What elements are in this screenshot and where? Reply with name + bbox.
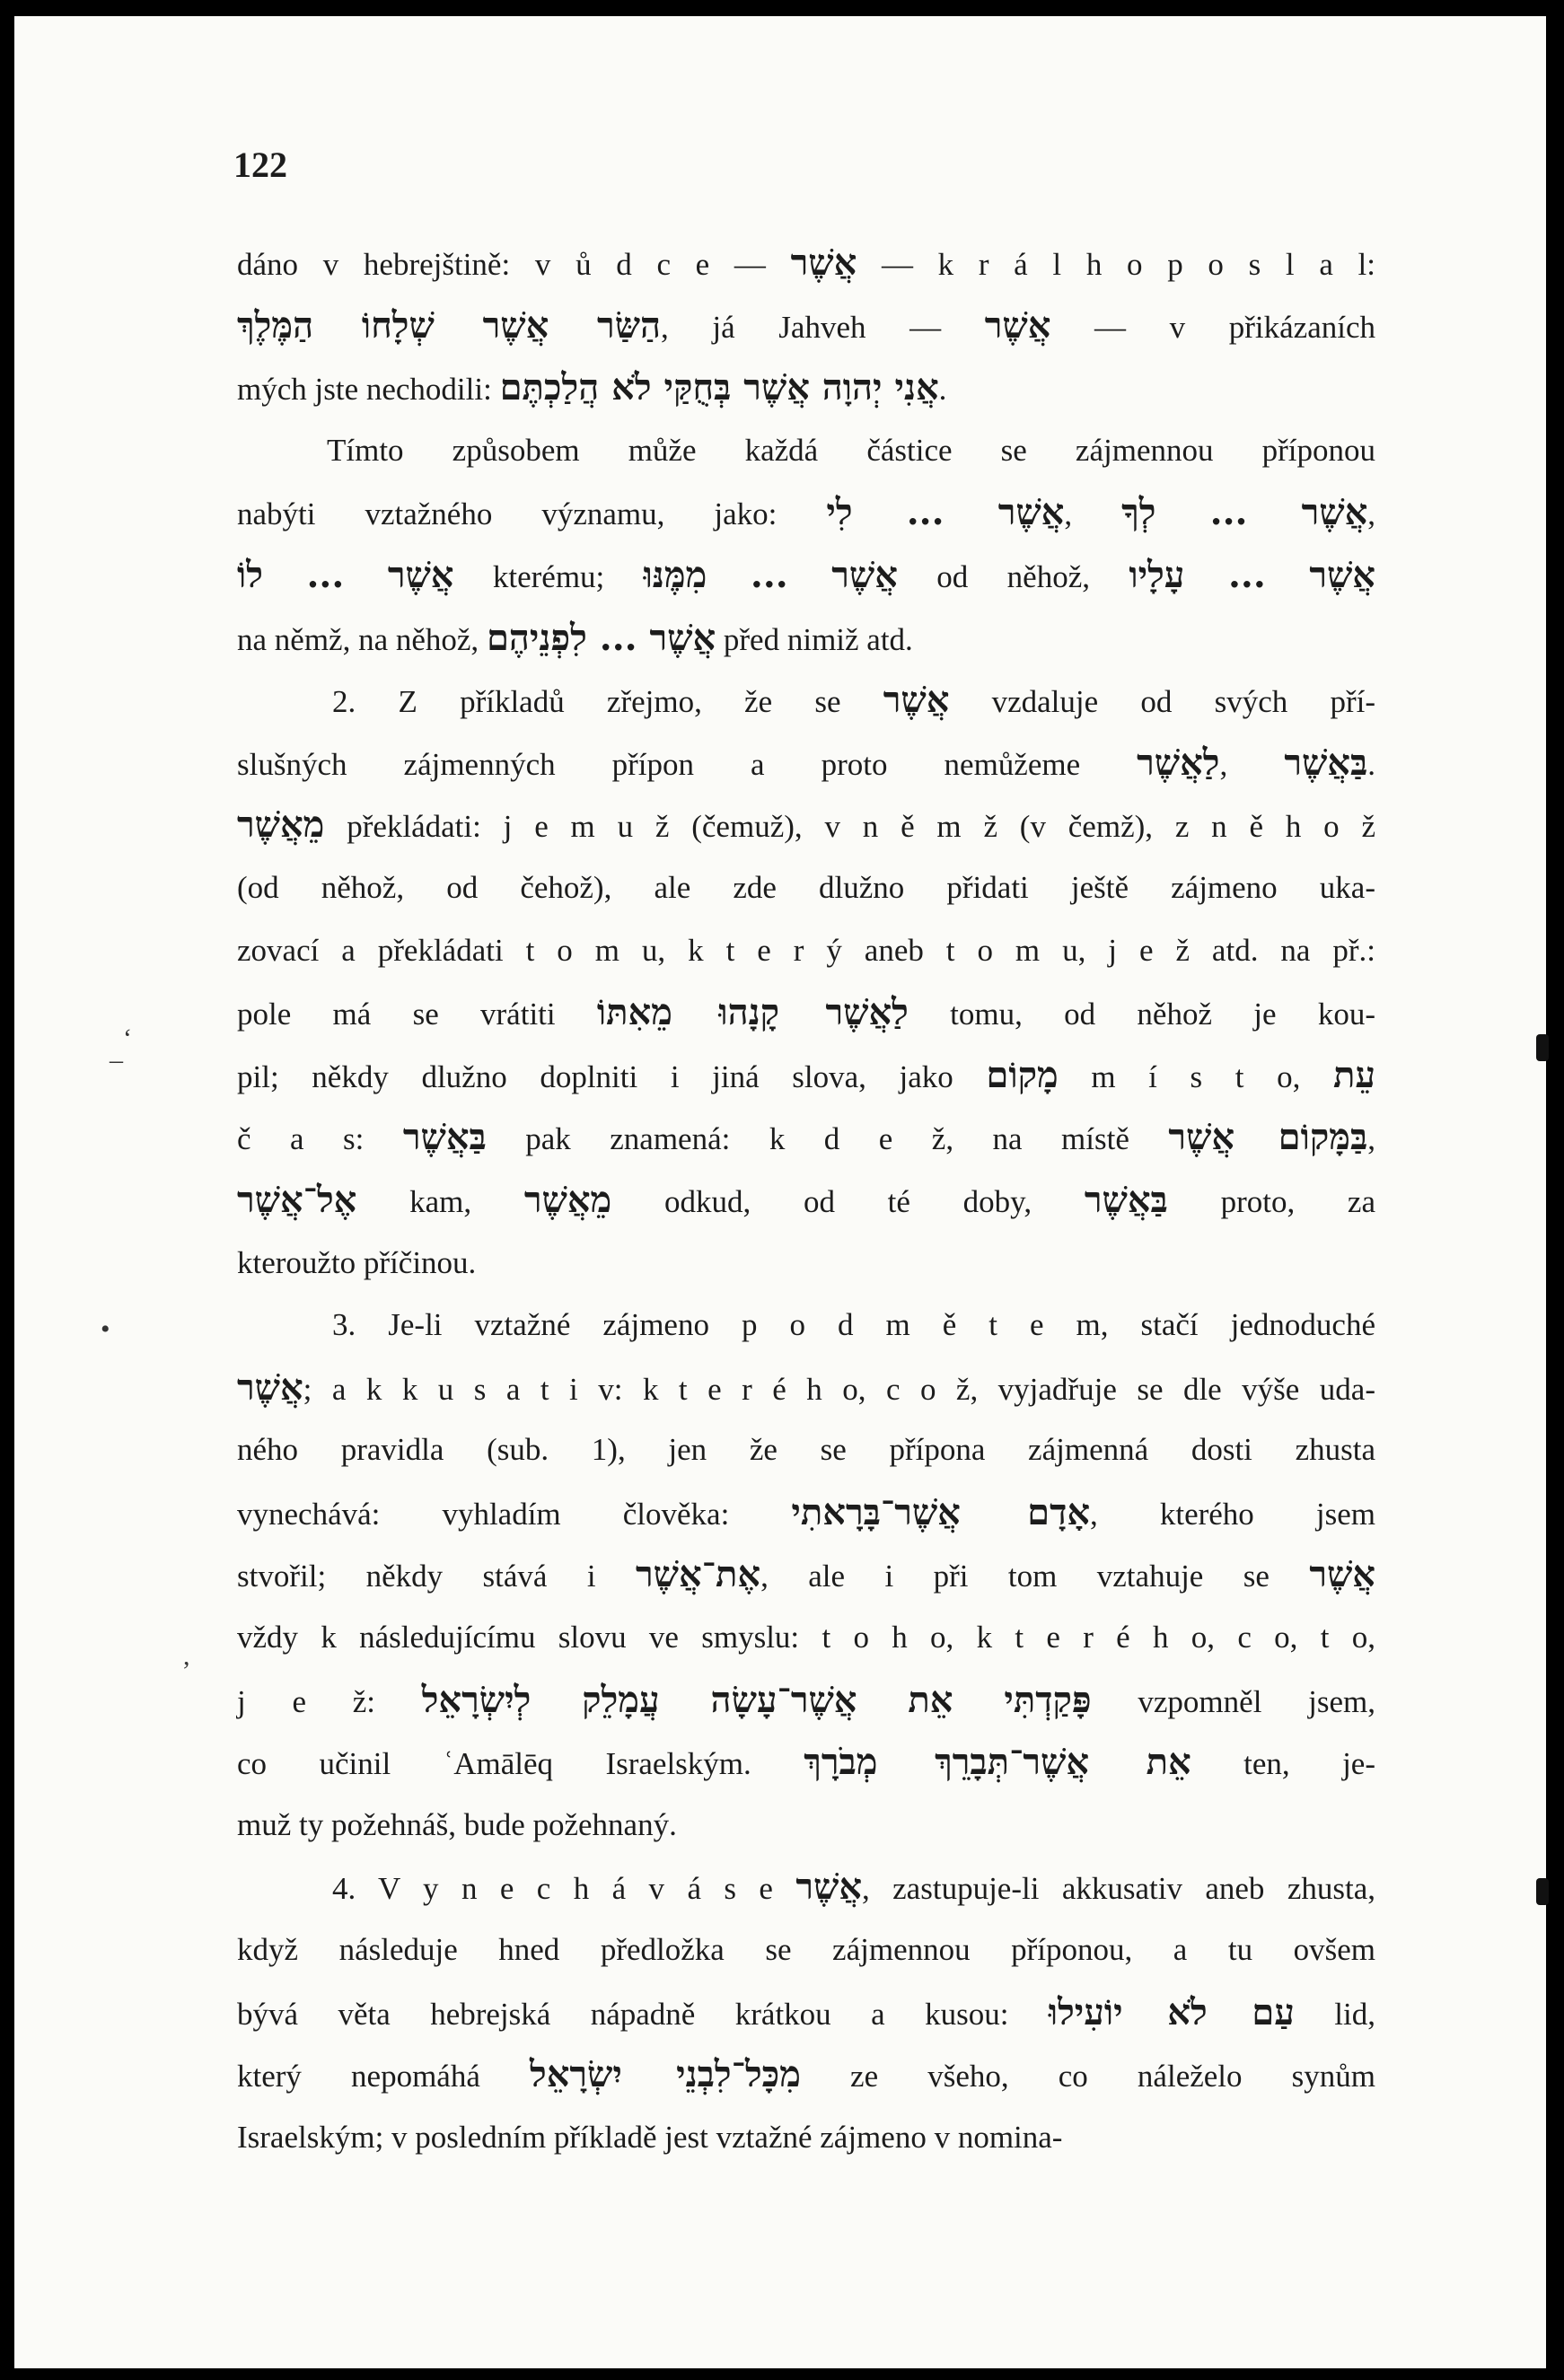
text-line <box>237 1543 1375 1606</box>
czech-text: 2. Z příkladů zřejmo, že se <box>332 684 883 720</box>
margin-dot: • <box>101 1314 110 1344</box>
hebrew-text: הַשַּׂר אֲשֶׁר שְׁלָחוֹ הַמֶּלֶךְ <box>237 303 662 347</box>
czech-text: ze všeho, co náleželo synům <box>800 2059 1375 2095</box>
czech-text: . <box>1367 746 1375 782</box>
czech-text: vynechává: vyhladím člověka: <box>237 1496 792 1532</box>
czech-text: , já Jahveh — <box>661 309 985 345</box>
czech-text: pak znamená: k d e ž, na místě <box>486 1121 1169 1157</box>
czech-text: Israelským; v posledním příkladě jest vztažné zájmeno v nomina- <box>237 2119 1063 2155</box>
text-line <box>237 1731 1375 1794</box>
czech-text: ného pravidla (sub. 1), jen že se přípona zájmenná dosti zhusta <box>237 1432 1375 1468</box>
hebrew-text: אֵת אֲשֶׁר־תְּבָרֵךְ מְבֹרָךְ <box>804 1741 1191 1784</box>
text-line <box>237 919 1375 982</box>
text-line <box>237 544 1375 607</box>
czech-text: kam, <box>356 1183 524 1219</box>
czech-text: vzdaluje od svých pří- <box>949 684 1375 720</box>
czech-text: kterému; <box>453 558 644 594</box>
czech-text: stvořil; někdy stává i <box>237 1559 637 1594</box>
czech-text: muž ty požehnáš, bude požehnaný. <box>237 1806 677 1842</box>
text-line <box>237 1981 1375 2044</box>
hebrew-text: אָדָם אֲשֶׁר־בָּרָאתִי <box>791 1490 1091 1533</box>
czech-text: na němž, na něhož, <box>237 621 487 657</box>
text-line <box>237 1169 1375 1232</box>
text-line <box>237 794 1375 856</box>
hebrew-text: עֵת <box>1332 1053 1375 1096</box>
hebrew-text: מָקוֹם <box>986 1053 1059 1096</box>
czech-text: vždy k následujícímu slovu ve smyslu: t o h o, k t e r é h o, c o, t o, <box>237 1620 1375 1655</box>
czech-text: (od něhož, od čehož), ale zde dlužno přidati ještě zájmeno uka- <box>237 869 1375 905</box>
czech-text: j e ž: <box>237 1683 422 1719</box>
czech-text: tomu, od něhož je kou- <box>908 997 1375 1032</box>
czech-text: odkud, od té doby, <box>611 1183 1085 1219</box>
czech-text: , <box>1367 496 1375 532</box>
text-line <box>237 1357 1375 1419</box>
text-line <box>237 1044 1375 1107</box>
text-line <box>237 669 1375 732</box>
hebrew-text: אֲשֶׁר <box>795 1866 862 1909</box>
hebrew-text: בַּאֲשֶׁר <box>402 1116 487 1159</box>
czech-text: , zastupuje-li akkusativ aneb zhusta, <box>862 1871 1375 1907</box>
czech-text: ; a k k u s a t i v: k t e r é h o, c o ž, vyjadřuje se dle výše uda- <box>303 1371 1375 1407</box>
hebrew-text: אֲשֶׁר <box>237 1366 303 1409</box>
text-line <box>237 1294 1375 1357</box>
hebrew-text: אֲשֶׁר <box>790 242 857 284</box>
hebrew-text: מֵאֲשֶׁר <box>237 804 325 847</box>
hebrew-text: לַאֲשֶׁר <box>1137 741 1220 784</box>
hebrew-text: אֲשֶׁר ... לוֹ <box>237 553 454 596</box>
czech-text: zovací a překládati t o m u, k t e r ý aneb t o m u, j e ž atd. na př.: <box>237 932 1375 968</box>
text-line <box>237 1856 1375 1919</box>
czech-text: nabýti vztažného významu, jako: <box>237 496 827 532</box>
czech-text: , <box>1219 746 1285 782</box>
czech-text: — k r á l h o p o s l a l: <box>857 247 1375 282</box>
czech-text: kteroužto příčinou. <box>237 1244 477 1280</box>
text-line <box>237 1481 1375 1544</box>
text-line <box>237 1106 1375 1169</box>
hebrew-text: אֲשֶׁר <box>984 303 1051 347</box>
text-line <box>237 294 1375 357</box>
czech-text: 4. V y n e c h á v á s e <box>332 1871 796 1907</box>
czech-text: když následuje hned předložka se zájmennou příponou, a tu ovšem <box>237 1932 1375 1968</box>
czech-text: slušných zájmenných přípon a proto nemůžeme <box>237 746 1138 782</box>
text-line <box>237 1794 1375 1857</box>
book-page <box>14 16 1546 2368</box>
czech-text: , <box>1367 1121 1376 1157</box>
czech-text: m í s t o, <box>1058 1058 1333 1094</box>
text-line <box>237 481 1375 544</box>
hebrew-text: אֶת־אֲשֶׁר <box>636 1553 761 1596</box>
hebrew-text: מִכָּל־לִבְנֵי יִשְׂרָאֵל <box>530 2053 801 2096</box>
czech-text: , ale i při tom vztahuje se <box>760 1559 1310 1594</box>
text-line <box>237 607 1375 670</box>
czech-text: , <box>1064 496 1122 532</box>
czech-text: , kterého jsem <box>1090 1496 1376 1532</box>
hebrew-text: אֶל־אֲשֶׁר <box>237 1178 357 1221</box>
czech-text: proto, za <box>1167 1183 1375 1219</box>
page-number: 122 <box>233 145 287 185</box>
czech-text: pole má se vrátiti <box>237 997 597 1032</box>
czech-text: — v přikázaních <box>1050 309 1375 345</box>
hebrew-text: אֲשֶׁר <box>1309 1553 1375 1596</box>
czech-text: Tímto způsobem může každá částice se zájmennou příponou <box>327 432 1375 468</box>
text-line <box>237 1418 1375 1481</box>
czech-text: od něhož, <box>897 558 1129 594</box>
text-line <box>237 1919 1375 1981</box>
hebrew-text: אֲשֶׁר ... מִמֶּנּוּ <box>643 553 898 596</box>
czech-text: pil; někdy dlužno doplniti i jiná slova, jako <box>237 1058 987 1094</box>
czech-text: překládati: j e m u ž (čemuž), v n ě m ž (v čemž), z n ě h o ž <box>324 809 1375 845</box>
text-line <box>237 981 1375 1044</box>
hebrew-text: בַּאֲשֶׁר <box>1084 1178 1168 1221</box>
hebrew-text: אֲשֶׁר ... עָלָיו <box>1129 553 1375 596</box>
czech-text: mých jste nechodili: <box>237 372 500 408</box>
czech-text: ten, je- <box>1191 1746 1375 1782</box>
text-line <box>237 732 1375 795</box>
czech-text: č a s: <box>237 1121 403 1157</box>
hebrew-text: אֲשֶׁר <box>883 679 950 722</box>
czech-text: před nimiž atd. <box>716 621 913 657</box>
hebrew-text: אֲשֶׁר ... לִפְנֵיהֶם <box>486 616 716 659</box>
margin-mark: , <box>183 1641 190 1671</box>
hebrew-text: אֲשֶׁר ... לְךָ <box>1121 491 1368 534</box>
hebrew-text: עַם לֹא יוֹעִילוּ <box>1048 1990 1295 2033</box>
body-text <box>237 232 1375 2168</box>
hebrew-text: אֲנִי יְהוָה אֲשֶׁר בְּחֻקַּי לֹא הֲלַכְתֶּם <box>499 366 939 409</box>
edge-mark <box>1536 1878 1549 1905</box>
hebrew-text: בַּמָּקוֹם אֲשֶׁר <box>1168 1116 1368 1159</box>
margin-mark: _ <box>110 1036 123 1066</box>
czech-text: 3. Je-li vztažné zájmeno p o d m ě t e m, stačí jednoduché <box>332 1307 1375 1343</box>
text-line <box>237 2043 1375 2106</box>
czech-text: vzpomněl jsem, <box>1091 1683 1376 1719</box>
hebrew-text: פָּקַדְתִּי אֵת אֲשֶׁר־עָשָׂה עֲמָלֵק לְיִשְׂרָאֵל <box>421 1678 1092 1721</box>
czech-text: . <box>938 372 947 408</box>
hebrew-text: לַאֲשֶׁר קָנָהוּ מֵאִתּוֹ <box>596 991 909 1034</box>
hebrew-text: אֲשֶׁר ... לִי <box>826 491 1065 534</box>
text-line <box>237 1669 1375 1732</box>
text-line <box>237 2106 1375 2169</box>
czech-text: dáno v hebrejštině: v ů d c e — <box>237 247 791 282</box>
text-line <box>237 356 1375 419</box>
text-line <box>237 1232 1375 1295</box>
czech-text: bývá věta hebrejská nápadně krátkou a kusou: <box>237 1996 1049 2032</box>
czech-text: který nepomáhá <box>237 2059 530 2095</box>
text-line <box>237 419 1375 482</box>
czech-text: lid, <box>1294 1996 1375 2032</box>
text-line <box>237 856 1375 919</box>
margin-mark: ‘ <box>123 1023 132 1053</box>
hebrew-text: בַּאֲשֶׁר <box>1284 741 1368 784</box>
edge-mark <box>1536 1034 1549 1061</box>
czech-text: co učinil ʿAmālēq Israelským. <box>237 1746 804 1782</box>
hebrew-text: מֵאֲשֶׁר <box>523 1178 612 1221</box>
text-line <box>237 1606 1375 1669</box>
text-line <box>237 232 1375 294</box>
